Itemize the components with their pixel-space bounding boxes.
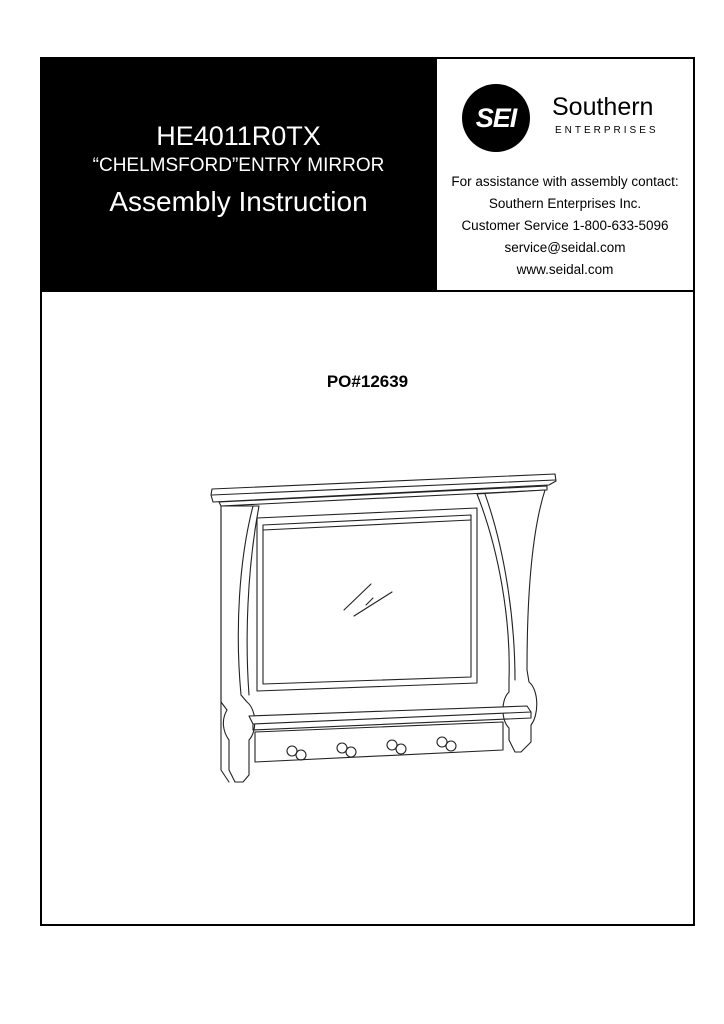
sei-logo-icon: SEI xyxy=(462,84,530,152)
entry-mirror-illustration xyxy=(209,470,560,800)
document-title: Assembly Instruction xyxy=(109,186,368,217)
contact-intro: For assistance with assembly contact: xyxy=(451,174,679,189)
title-block xyxy=(42,59,435,290)
contact-company: Southern Enterprises Inc. xyxy=(488,196,642,211)
header-divider xyxy=(42,290,693,292)
contact-phone: Customer Service 1-800-633-5096 xyxy=(461,218,669,233)
model-number: HE4011R0TX xyxy=(156,121,321,151)
brand-name: Southern xyxy=(552,93,654,121)
contact-block xyxy=(435,59,693,290)
contact-email: service@seidal.com xyxy=(504,240,626,255)
contact-website: www.seidal.com xyxy=(516,262,614,277)
po-number: PO#12639 xyxy=(326,372,409,391)
brand-subname: ENTERPRISES xyxy=(555,125,659,136)
product-name: “CHELMSFORD”ENTRY MIRROR xyxy=(92,155,385,176)
